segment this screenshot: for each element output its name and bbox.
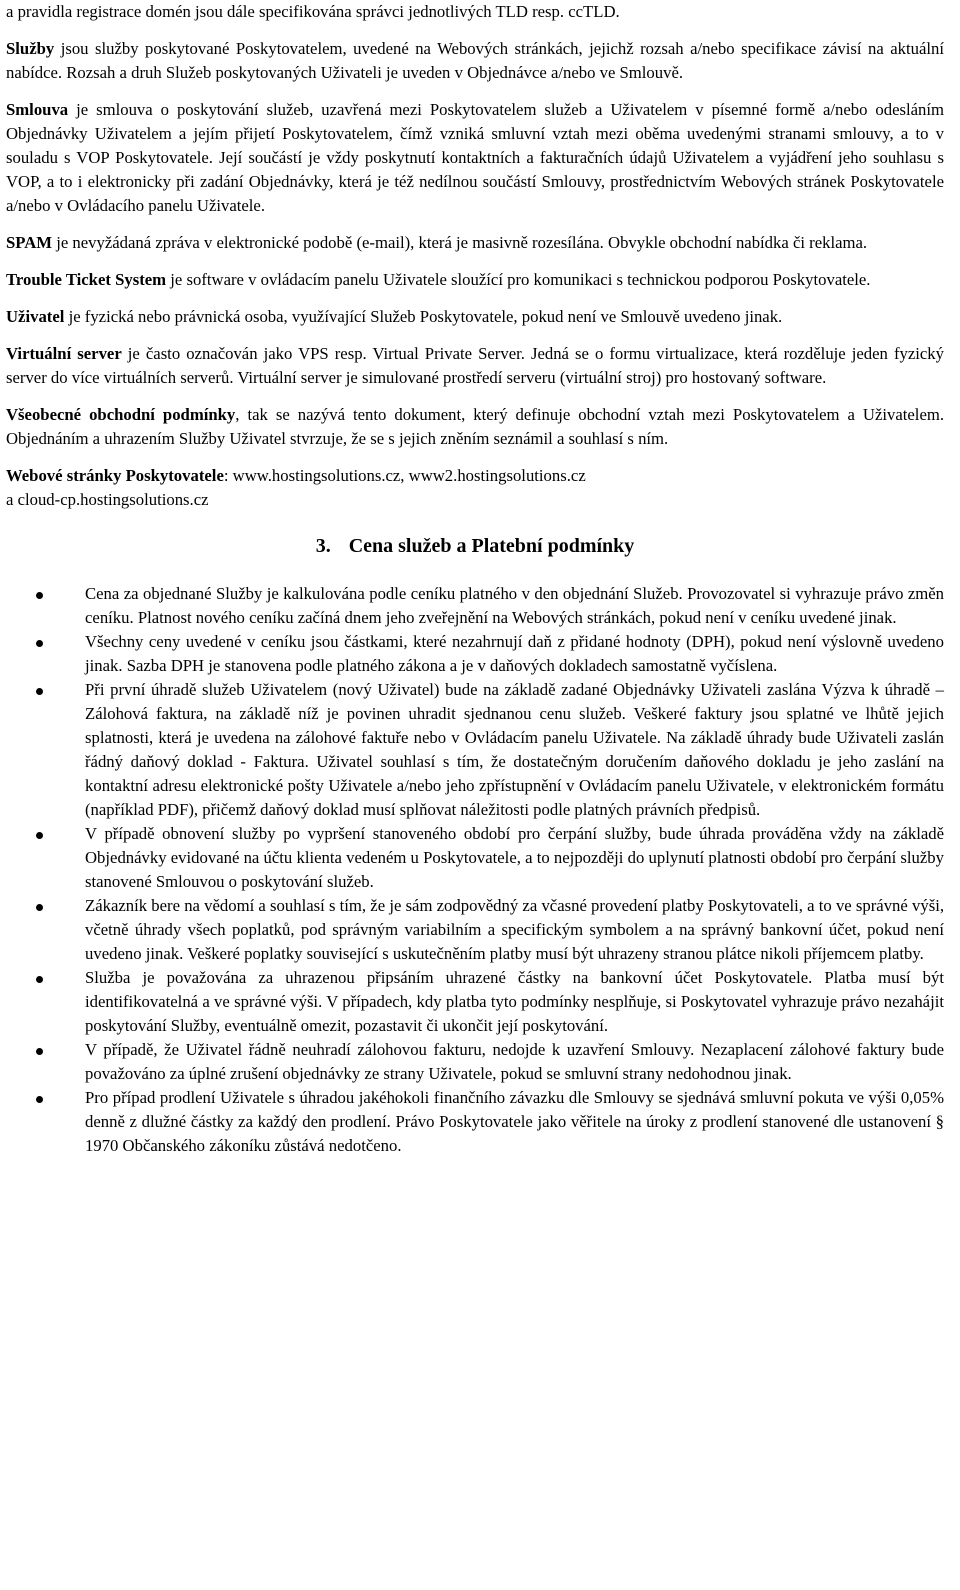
bullet-icon	[36, 832, 43, 839]
definition-text: je software v ovládacím panelu Uživatele sloužící pro komunikaci s technickou podporou Poskytovatele.	[166, 270, 871, 289]
definition-term: Virtuální server	[6, 344, 122, 363]
definition-smlouva	[6, 98, 944, 218]
definition-uzivatel	[6, 305, 944, 329]
definition-virtualni-server	[6, 342, 944, 390]
definition-term: Všeobecné obchodní podmínky	[6, 405, 236, 424]
section-title: Cena služeb a Platební podmínky	[348, 535, 635, 557]
definition-text: je často označován jako VPS resp. Virtual Private Server. Jedná se o formu virtualizace, která rozděluje jeden fyzický server do více virtuálních serverů. Virtuální server je simulované prostředí serveru (virtuální stroj) pro hostovaný software.	[6, 344, 944, 387]
list-item	[6, 822, 944, 894]
list-item	[6, 966, 944, 1038]
list-item	[6, 1086, 944, 1158]
definition-vop	[6, 403, 944, 451]
list-item	[6, 1038, 944, 1086]
list-item-text: V případě obnovení služby po vypršení stanoveného období pro čerpání služby, bude úhrada prováděna vždy na základě Objednávky evidované na účtu klienta vedeném u Poskytovatele, a to nejpozději do uplynutí platnosti období pro čerpání služby stanovené Smlouvou o poskytování služeb.	[85, 824, 944, 891]
section-number: 3.	[315, 535, 331, 557]
websites-line-1: www.hostingsolutions.cz, www2.hostingsolutions.cz	[228, 466, 586, 485]
list-item	[6, 582, 944, 630]
definition-trouble-ticket-system	[6, 268, 944, 292]
bullet-icon	[36, 688, 43, 695]
bullet-icon	[36, 976, 43, 983]
definition-text: , tak se nazývá tento dokument, který definuje obchodní vztah mezi Poskytovatelem a Uživatelem. Objednáním a uhrazením Služby Uživatel stvrzuje, že se s jejich zněním seznámil a souhlasí s ním.	[6, 405, 944, 448]
bullet-icon	[36, 592, 43, 599]
list-item-text: V případě, že Uživatel řádně neuhradí zálohovou fakturu, nedojde k uzavření Smlouvy. Nezaplacení zálohové faktury bude považováno za úplné zrušení objednávky ze strany Uživatele, pokud se smluvní strany nedohodnou jinak.	[85, 1040, 944, 1083]
list-item-text: Zákazník bere na vědomí a souhlasí s tím, že je sám zodpovědný za včasné provedení platby Poskytovateli, a to ve správné výši, včetně úhrady všech poplatků, pod správným variabilním a specifickým symbolem a na správný bankovní účet, pokud není uvedeno jinak. Veškeré poplatky související s uskutečněním platby musí být uhrazeny stranou plátce nikoli příjemcem platby.	[85, 896, 944, 963]
bullet-icon	[36, 1048, 43, 1055]
definition-term: SPAM	[6, 233, 53, 252]
definition-term: Služby	[6, 39, 55, 58]
bullet-icon	[36, 640, 43, 647]
list-item-text: Cena za objednané Služby je kalkulována podle ceníku platného v den objednání Služeb. Provozovatel si vyhrazuje právo změn ceníku. Platnost nového ceníku začíná dnem jeho zveřejnění na Webových stránkách, pokud není v ceníku uvedené jinak.	[85, 584, 944, 627]
list-item	[6, 630, 944, 678]
definition-term: Smlouva	[6, 100, 69, 119]
definition-spam	[6, 231, 944, 255]
definition-term: Trouble Ticket System	[6, 270, 167, 289]
definition-term: Webové stránky Poskytovatele	[6, 466, 224, 485]
bullet-icon	[36, 1096, 43, 1103]
payment-terms-list	[6, 582, 944, 1158]
websites-line-2: a cloud-cp.hostingsolutions.cz	[6, 490, 209, 509]
intro-paragraph	[6, 0, 944, 24]
list-item-text: Při první úhradě služeb Uživatelem (nový Uživatel) bude na základě zadané Objednávky Uživateli zaslána Výzva k úhradě – Zálohová faktura, na základě níž je povinen uhradit sjednanou cenu služeb. Veškeré faktury jsou splatné ve lhůtě jejich splatnosti, která je uvedena na zálohové faktuře nebo v Ovládacím panelu Uživatele. Na základě úhrady bude Uživateli zaslán řádný daňový doklad - Faktura. Uživatel souhlasí s tím, že dostatečným doručením daňového dokladu je jeho zaslání na kontaktní adresu elektronické pošty Uživatele a/nebo jeho zpřístupnění v Ovládacím panelu Uživatele, v elektronickém formátu (například PDF), přičemž daňový doklad musí splňovat náležitosti podle platných právních předpisů.	[85, 680, 944, 819]
definition-text: jsou služby poskytované Poskytovatelem, uvedené na Webových stránkách, jejichž rozsah a/nebo specifikace závisí na aktuální nabídce. Rozsah a druh Služeb poskytovaných Uživateli je uveden v Objednávce a/nebo ve Smlouvě.	[6, 39, 944, 82]
list-item-text: Služba je považována za uhrazenou připsáním uhrazené částky na bankovní účet Poskytovatele. Platba musí být identifikovatelná a ve správné výši. V případech, kdy platba tyto podmínky nesplňuje, si Poskytovatel vyhrazuje právo nezahájit poskytování Služby, eventuálně omezit, pozastavit či ukončit její poskytování.	[85, 968, 944, 1035]
definition-colon: :	[223, 466, 229, 485]
bullet-icon	[36, 904, 43, 911]
definition-sluzby	[6, 37, 944, 85]
definition-webove-stranky	[6, 464, 944, 512]
list-item-text: Všechny ceny uvedené v ceníku jsou částkami, které nezahrnují daň z přidané hodnoty (DPH), pokud není výslovně uvedeno jinak. Sazba DPH je stanovena podle platného zákona a je v daňových dokladech samostatně vyčíslena.	[85, 632, 944, 675]
intro-text: a pravidla registrace domén jsou dále specifikována správci jednotlivých TLD resp. ccTLD.	[6, 2, 620, 21]
definition-text: je smlouva o poskytování služeb, uzavřená mezi Poskytovatelem služeb a Uživatelem v písemné formě a/nebo odesláním Objednávky Uživatelem a jejím přijetí Poskytovatelem, čímž vzniká smluvní vztah mezi oběma uvedenými stranami smlouvy, a to v souladu s VOP Poskytovatele. Její součástí je vždy poskytnutí kontaktních a fakturačních údajů Uživatelem a vyjádření jeho souhlasu s VOP, a to i elektronicky při zadání Objednávky, která je též nedílnou součástí Smlouvy, prostřednictvím Webových stránek Poskytovatele a/nebo v Ovládacího panelu Uživatele.	[6, 100, 944, 215]
list-item	[6, 678, 944, 822]
definition-term: Uživatel	[6, 307, 65, 326]
list-item	[6, 894, 944, 966]
section-heading	[6, 534, 944, 558]
list-item-text: Pro případ prodlení Uživatele s úhradou jakéhokoli finančního závazku dle Smlouvy se sjednává smluvní pokuta ve výši 0,05% denně z dlužné částky za každý den prodlení. Právo Poskytovatele jako věřitele na úroky z prodlení stanovené dle ustanovení § 1970 Občanského zákoníku zůstává nedotčeno.	[85, 1088, 944, 1155]
definition-text: je nevyžádaná zpráva v elektronické podobě (e-mail), která je masivně rozesílána. Obvykle obchodní nabídka či reklama.	[52, 233, 868, 252]
definition-text: je fyzická nebo právnická osoba, využívající Služeb Poskytovatele, pokud není ve Smlouvě uvedeno jinak.	[64, 307, 783, 326]
